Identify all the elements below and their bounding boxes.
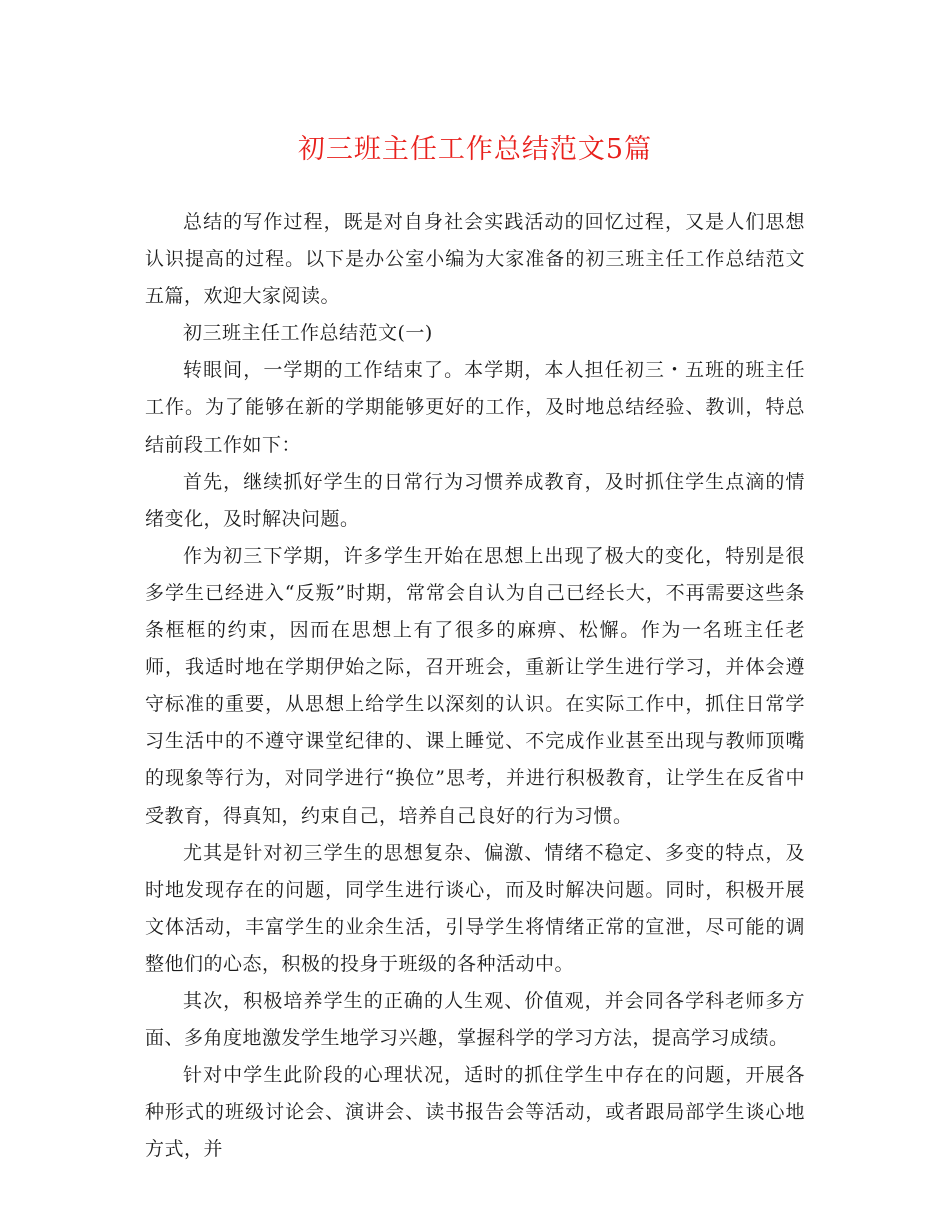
document-body [145, 204, 805, 1168]
paragraph-intro: 总结的写作过程，既是对自身社会实践活动的回忆过程，又是人们思想认识提高的过程。以下是办公室小编为大家准备的初三班主任工作总结范文五篇，欢迎大家阅读。 [145, 211, 805, 308]
paragraph: 针对中学生此阶段的心理状况，适时的抓住学生中存在的问题，开展各种形式的班级讨论会、演讲会、读书报告会等活动，或者跟局部学生谈心地方式，并 [145, 1064, 805, 1161]
paragraph: 其次，积极培养学生的正确的人生观、价值观，并会同各学科老师多方面、多角度地激发学生地学习兴趣，掌握科学的学习方法，提高学习成绩。 [145, 989, 805, 1050]
paragraph: 转眼间，一学期的工作结束了。本学期，本人担任初三・五班的班主任工作。为了能够在新的学期能够更好的工作，及时地总结经验、教训，特总结前段工作如下： [145, 359, 805, 456]
document-title: 初三班主任工作总结范文5篇 [297, 134, 653, 165]
paragraph: 首先，继续抓好学生的日常行为习惯养成教育，及时抓住学生点滴的情绪变化，及时解决问题。 [145, 470, 805, 530]
paragraph: 作为初三下学期，许多学生开始在思想上出现了极大的变化，特别是很多学生已经进入“反叛”时期，常常会自认为自己已经长大，不再需要这些条条框框的约束，因而在思想上有了很多的麻痹、松懈。作为一名班主任老师，我适时地在学期伊始之际，召开班会，重新让学生进行学习，并体会遵守标准的重要，从思想上给学生以深刻的认识。在实际工作中，抓住日常学习生活中的不遵守课堂纪律的、课上睡觉、不完成作业甚至出现与教师顶嘴的现象等行为，对同学进行“换位”思考，并进行积极教育，让学生在反省中受教育，得真知，约束自己，培养自己良好的行为习惯。 [145, 544, 805, 827]
paragraph: 尤其是针对初三学生的思想复杂、偏激、情绪不稳定、多变的特点，及时地发现存在的问题，同学生进行谈心，而及时解决问题。同时，积极开展文体活动，丰富学生的业余生活，引导学生将情绪正常的宣泄，尽可能的调整他们的心态，积极的投身于班级的各种活动中。 [145, 841, 805, 975]
section-heading: 初三班主任工作总结范文(一) [183, 322, 433, 345]
